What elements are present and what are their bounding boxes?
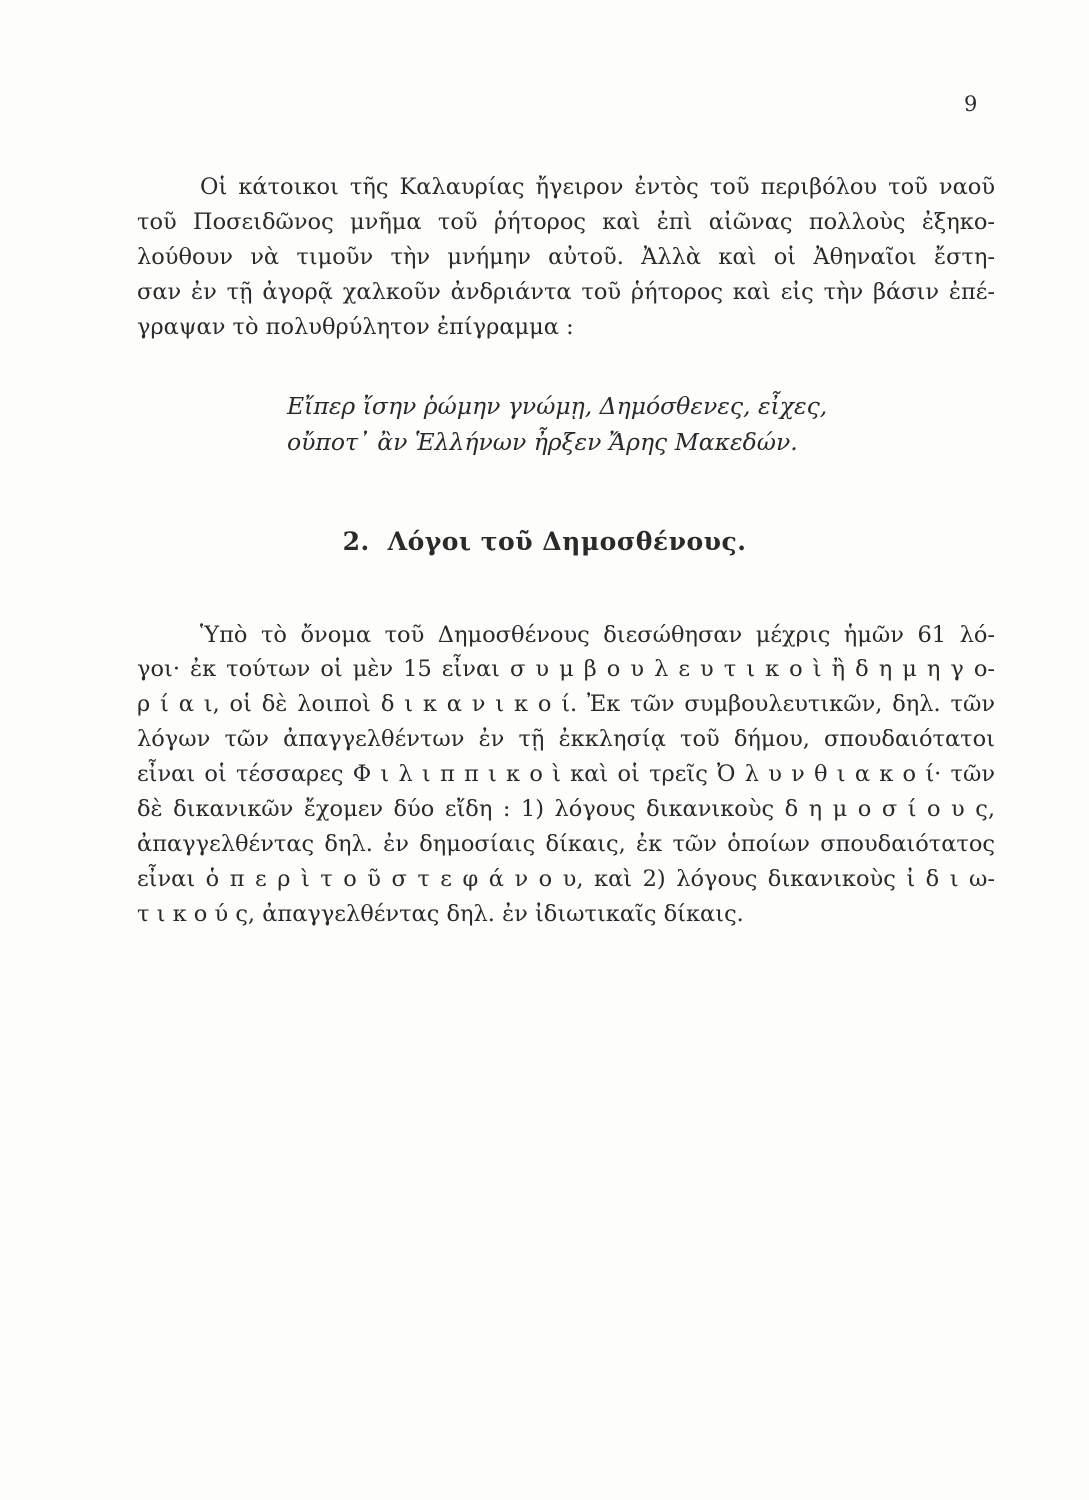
paragraph-2-line: τ ι κ ο ύ ς, ἀπαγγελθέντας δηλ. ἐν ἰδιωτικαῖς δίκαις. [137,901,744,927]
paragraph-2-line: ρ ί α ι, οἱ δὲ λοιποὶ δ ι κ α ν ι κ ο ί. Ἐκ τῶν συμβουλευτικῶν, δηλ. τῶν [137,691,995,717]
paragraph-2-line: εἶναι ὁ π ε ρ ὶ τ ο ῦ σ τ ε φ ά ν ο υ, καὶ 2) λόγους δικανικοὺς ἰ δ ι ω- [137,866,995,892]
paragraph-1-line: σαν ἐν τῇ ἀγορᾷ χαλκοῦν ἀνδριάντα τοῦ ῥήτορος καὶ εἰς τὴν βάσιν ἐπέ- [137,279,995,305]
paragraph-2-line: δὲ δικανικῶν ἔχομεν δύο εἴδη : 1) λόγους δικανικοὺς δ η μ ο σ ί ο υ ς, [137,796,995,822]
paragraph-2-line: εἶναι οἱ τέσσαρες Φ ι λ ι π π ι κ ο ὶ καὶ οἱ τρεῖς Ὀ λ υ ν θ ι α κ ο ί· τῶν [137,761,995,787]
page-number: 9 [964,92,978,116]
paragraph-1-line: Οἱ κάτοικοι τῆς Καλαυρίας ἤγειρον ἐντὸς τοῦ περιβόλου τοῦ ναοῦ [200,174,995,200]
paragraph-2-line: λόγων τῶν ἀπαγγελθέντων ἐν τῇ ἐκκλησίᾳ τοῦ δήμου, σπουδαιότατοι [137,726,995,752]
section-heading [0,527,1089,556]
paragraph-2-line: ἀπαγγελθέντας δηλ. ἐν δημοσίαις δίκαις, ἐκ τῶν ὁποίων σπουδαιότατος [137,831,995,857]
paragraph-1-line: λούθουν νὰ τιμοῦν τὴν μνήμην αὐτοῦ. Ἀλλὰ καὶ οἱ Ἀθηναῖοι ἔστη- [137,244,995,270]
section-title: Λόγοι τοῦ Δημοσθένους. [387,527,747,556]
epigram-line: Εἴπερ ἴσην ῥώμην γνώμῃ, Δημόσθενες, εἶχες, [287,392,828,420]
section-number: 2. [342,527,370,556]
paragraph-2-line: γοι· ἐκ τούτων οἱ μὲν 15 εἶναι σ υ μ β ο υ λ ε υ τ ι κ ο ὶ ἢ δ η μ η γ ο- [137,656,995,682]
paragraph-2-line: Ὑπὸ τὸ ὄνομα τοῦ Δημοσθένους διεσώθησαν μέχρις ἡμῶν 61 λό- [200,622,995,648]
paragraph-1-line: γραψαν τὸ πολυθρύλητον ἐπίγραμμα : [137,314,574,340]
paragraph-1-line: τοῦ Ποσειδῶνος μνῆμα τοῦ ῥήτορος καὶ ἐπὶ αἰῶνας πολλοὺς ἐξηκο- [137,209,995,235]
epigram-line: οὔποτ᾽ ἂν Ἑλλήνων ἦρξεν Ἄρης Μακεδών. [287,428,798,456]
